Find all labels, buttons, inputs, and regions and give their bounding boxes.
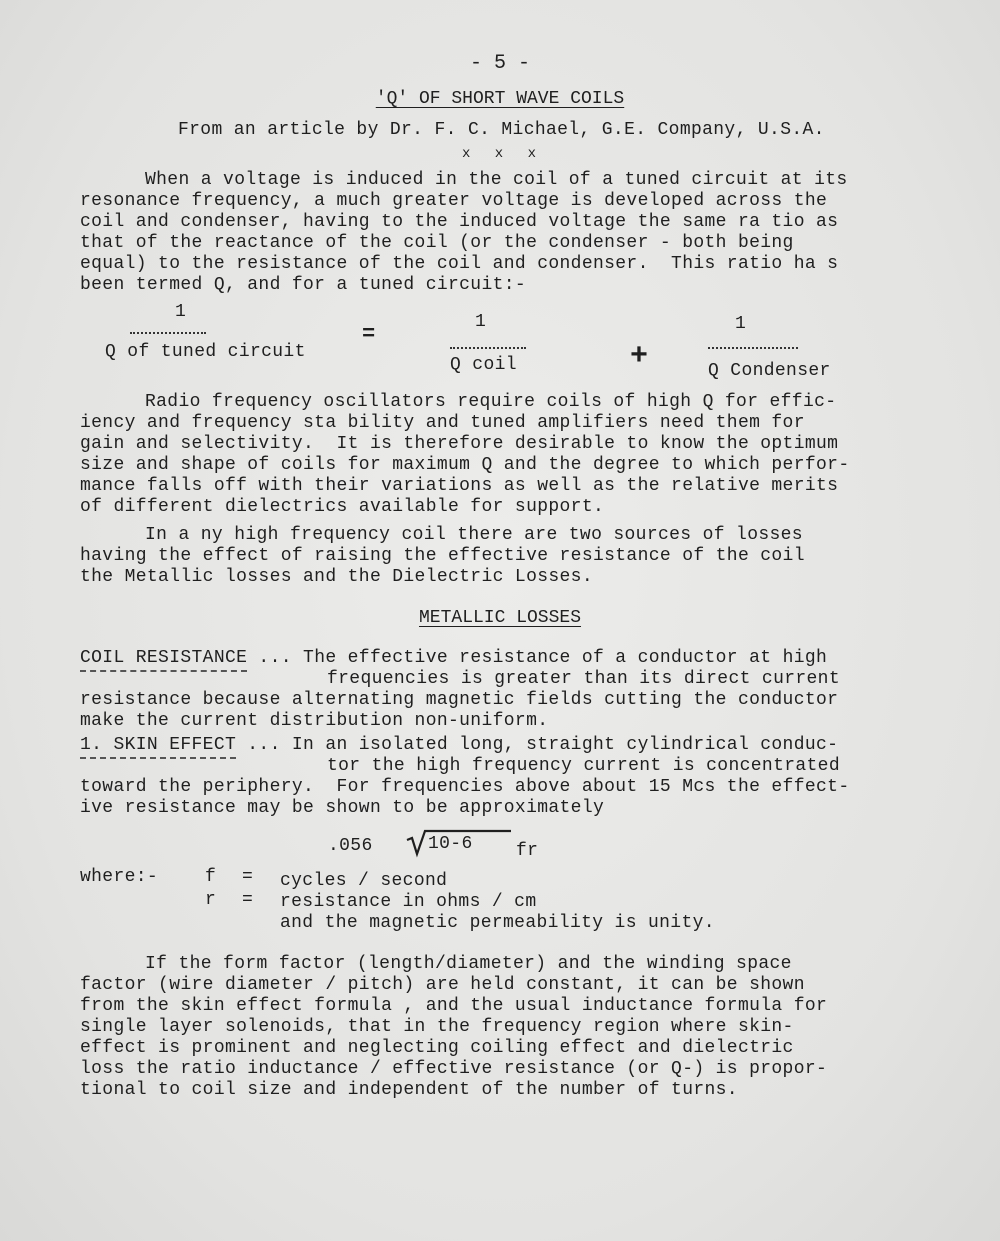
text-line: gain and selectivity. It is therefore desirable to know the optimum <box>80 434 839 454</box>
skin-effect-label <box>80 735 838 756</box>
formula-radicand: 10-6 <box>428 834 473 854</box>
fraction-line-1 <box>130 332 206 334</box>
page-number: - 5 - <box>469 52 530 75</box>
equals-sign: = <box>362 322 376 347</box>
text-line: resistance because alternating magnetic fields cutting the conductor <box>80 690 839 710</box>
fraction-line-3 <box>708 347 798 349</box>
text-line: iency and frequency sta bility and tuned amplifiers need them for <box>80 413 805 433</box>
text-line: of different dielectrics available for support. <box>80 497 605 517</box>
where-extra: and the magnetic permeability is unity. <box>280 913 715 933</box>
where-symbol: r <box>205 890 217 910</box>
where-symbol: f <box>205 867 217 887</box>
text-line: factor (wire diameter / pitch) are held constant, it can be shown <box>80 975 805 995</box>
section-heading: METALLIC LOSSES <box>418 608 582 628</box>
text-line: frequencies is greater than its direct current <box>327 669 840 689</box>
text-line: having the effect of raising the effective resistance of the coil <box>80 546 805 566</box>
coil-resistance-label <box>80 648 827 669</box>
formula-coefficient: .056 <box>328 836 373 856</box>
text-line: size and shape of coils for maximum Q and the degree to which perfor- <box>80 455 850 475</box>
text-line: ive resistance may be shown to be approximately <box>80 798 605 818</box>
numerator-1: 1 <box>175 302 187 322</box>
formula-tail: fr <box>516 841 539 861</box>
numerator-2: 1 <box>475 312 487 332</box>
skin-effect-heading: 1. SKIN EFFECT <box>80 735 236 759</box>
text-line: If the form factor (length/diameter) and the winding space <box>145 954 792 974</box>
plus-sign: + <box>630 340 649 374</box>
text-line: single layer solenoids, that in the frequency region where skin- <box>80 1017 794 1037</box>
text-line: make the current distribution non-uniform. <box>80 711 549 731</box>
denominator-1: Q of tuned circuit <box>105 342 306 362</box>
text-line: loss the ratio inductance / effective resistance (or Q-) is propor- <box>80 1059 828 1079</box>
text-line: tional to coil size and independent of the number of turns. <box>80 1080 738 1100</box>
where-description: cycles / second <box>280 871 448 891</box>
fraction-line-2 <box>450 347 526 349</box>
text-line: mance falls off with their variations as well as the relative merits <box>80 476 839 496</box>
text-line: ... In an isolated long, straight cylindrical conduc- <box>236 735 839 755</box>
text-line: from the skin effect formula , and the usual inductance formula for <box>80 996 828 1016</box>
text-line: equal) to the resistance of the coil and condenser. This ratio ha s <box>80 254 839 274</box>
where-description: resistance in ohms / cm <box>280 892 537 912</box>
text-line: that of the reactance of the coil (or the condenser - both being <box>80 233 794 253</box>
text-line: resonance frequency, a much greater voltage is developed across the <box>80 191 828 211</box>
denominator-2: Q coil <box>450 355 517 375</box>
text-line: ... The effective resistance of a conductor at high <box>247 648 828 668</box>
text-line: Radio frequency oscillators require coils of high Q for effic- <box>145 392 837 412</box>
text-line: In a ny high frequency coil there are two sources of losses <box>145 525 803 545</box>
denominator-3: Q Condenser <box>708 361 831 381</box>
text-line: tor the high frequency current is concentrated <box>327 756 840 776</box>
byline: From an article by Dr. F. C. Michael, G.E. Company, U.S.A. <box>178 120 825 140</box>
text-line: effect is prominent and neglecting coiling effect and dielectric <box>80 1038 794 1058</box>
coil-resistance-heading: COIL RESISTANCE <box>80 648 247 672</box>
where-equals: = <box>242 867 254 887</box>
where-label: where:- <box>80 867 159 887</box>
where-equals: = <box>242 890 254 910</box>
ornament: x x x <box>462 146 545 162</box>
document-title: 'Q' OF SHORT WAVE COILS <box>375 89 625 109</box>
text-line: the Metallic losses and the Dielectric Losses. <box>80 567 593 587</box>
text-line: toward the periphery. For frequencies above about 15 Mcs the effect- <box>80 777 850 797</box>
text-line: coil and condenser, having to the induced voltage the same ra tio as <box>80 212 839 232</box>
text-line: When a voltage is induced in the coil of a tuned circuit at its <box>145 170 848 190</box>
text-line: been termed Q, and for a tuned circuit:- <box>80 275 527 295</box>
numerator-3: 1 <box>735 314 747 334</box>
